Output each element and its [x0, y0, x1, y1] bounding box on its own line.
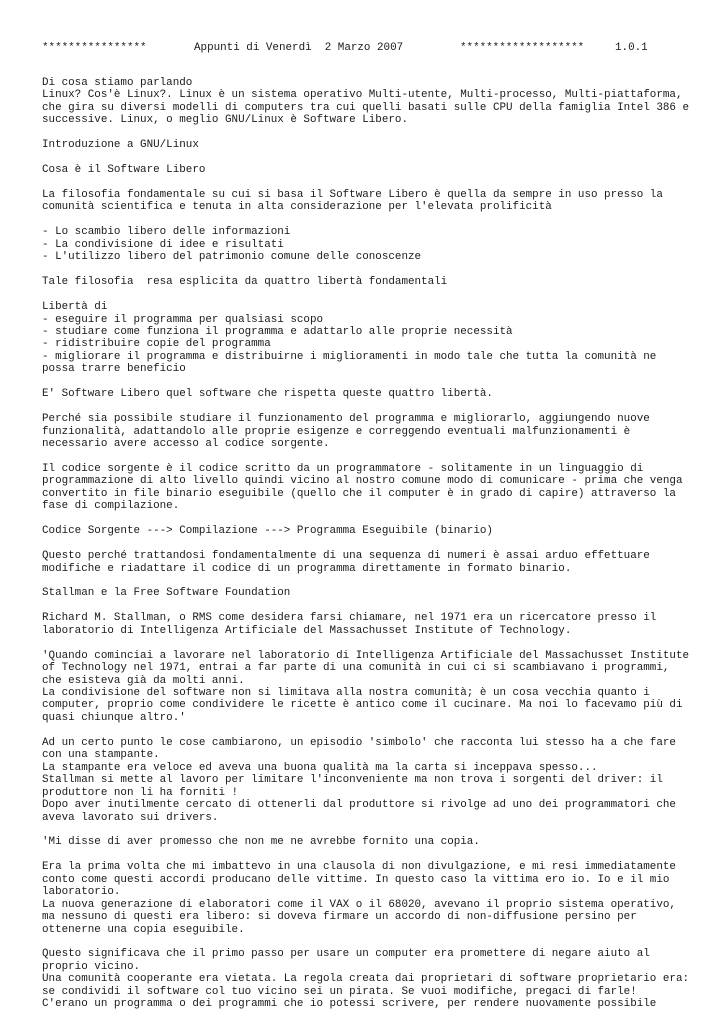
- text-line: quasi chiunque altro.': [42, 711, 186, 724]
- paragraph: [42, 525, 682, 537]
- text-line: laboratorio di Intelligenza Artificiale del Massachusset Institute of Technology.: [42, 624, 572, 637]
- header-title: Appunti di Venerdì 2 Marzo 2007: [194, 42, 404, 54]
- paragraph: [42, 413, 682, 450]
- text-line: Cosa è il Software Libero: [42, 164, 206, 177]
- text-line: programmazione di alto livello quindi vicino al nostro comune modo di comunicare - prima che venga: [42, 475, 683, 488]
- header-version: 1.0.1: [615, 42, 648, 54]
- text-line: che gira su diversi modelli di computers tra cui quelli basati sulle CPU della famiglia Intel 386 e: [42, 101, 690, 114]
- text-line: modifiche e riadattare il codice di un programma direttamente in formato binario.: [42, 562, 572, 575]
- text-line: successive. Linux, o meglio GNU/Linux è Software Libero.: [42, 114, 408, 127]
- paragraph: [42, 948, 690, 1011]
- document-body: [42, 77, 690, 1023]
- paragraph: [42, 861, 682, 936]
- text-line: - La condivisione di idee e risultati: [42, 238, 284, 251]
- text-line: laboratorio.: [42, 886, 121, 899]
- text-line: C'erano un programma o dei programmi che io potessi scrivere, per rendere nuovamente possibile: [42, 998, 657, 1011]
- text-line: - ridistribuire copie del programma: [42, 338, 271, 351]
- text-line: possa trarre beneficio: [42, 363, 186, 376]
- paragraph: [42, 649, 690, 725]
- text-line: E' Software Libero quel software che rispetta queste quattro libertà.: [42, 388, 493, 401]
- text-line: proprio vicino.: [42, 960, 141, 973]
- text-line: La nuova generazione di elaboratori come il VAX o il 68020, avevano il proprio sistema operativo,: [42, 898, 676, 911]
- text-line: La filosofia fondamentale su cui si basa il Software Libero è quella da sempre in uso presso la: [42, 189, 663, 202]
- text-line: con una stampante.: [42, 749, 160, 762]
- text-line: - Lo scambio libero delle informazioni: [42, 226, 291, 239]
- paragraph: [42, 164, 682, 176]
- text-line: - studiare come funziona il programma e adattarlo alle proprie necessità: [42, 325, 513, 338]
- text-line: Introduzione a GNU/Linux: [42, 139, 199, 152]
- paragraph: [42, 550, 682, 575]
- text-line: ottenerne una copia eseguibile.: [42, 923, 245, 936]
- text-line: - eseguire il programma per qualsiasi scopo: [42, 313, 324, 326]
- text-line: 'Quando cominciai a lavorare nel laboratorio di Intelligenza Artificiale del Massachusset Institute: [42, 649, 690, 662]
- text-line: Questo significava che il primo passo per usare un computer era promettere di negare aiuto al: [42, 948, 650, 961]
- text-line: Tale filosofia resa esplicita da quattro libertà fondamentali: [42, 276, 448, 289]
- paragraph: [42, 463, 682, 513]
- paragraph: [42, 587, 682, 599]
- text-line: Linux? Cos'è Linux?. Linux è un sistema operativo Multi-utente, Multi-processo, Multi-piattaforma,: [42, 89, 683, 102]
- text-line: Questo perché trattandosi fondamentalmente di una sequenza di numeri è assai arduo effettuare: [42, 550, 650, 563]
- header-stars-left: ****************: [42, 42, 147, 54]
- text-line: produttore non li ha forniti !: [42, 786, 239, 799]
- text-line: fase di compilazione.: [42, 500, 180, 513]
- text-line: Era la prima volta che mi imbattevo in una clausola di non divulgazione, e mi resi immediatamente: [42, 861, 676, 874]
- text-line: convertito in file binario eseguibile (quello che il computer è in grado di capire) attraverso la: [42, 487, 676, 500]
- text-line: Libertà di: [42, 301, 108, 314]
- text-line: Di cosa stiamo parlando: [42, 77, 193, 89]
- paragraph: [42, 276, 682, 288]
- text-line: che esisteva già da molti anni.: [42, 674, 245, 687]
- paragraph: [42, 737, 682, 824]
- text-line: funzionalità, adattandolo alle proprie esigenze e correggendo eventuali malfunzionamenti è: [42, 425, 631, 438]
- text-line: Il codice sorgente è il codice scritto da un programmatore - solitamente in un linguaggio di: [42, 462, 644, 475]
- text-line: ma nessuno di questi era libero: si doveva firmare un accordo di non-diffusione persino per: [42, 911, 637, 924]
- text-line: computer, proprio come condividere le ricette è antico come il cucinare. Ma noi lo facevamo più di: [42, 699, 683, 712]
- paragraph: [42, 388, 682, 400]
- text-line: - L'utilizzo libero del patrimonio comune delle conoscenze: [42, 251, 422, 264]
- page-header: [42, 41, 682, 55]
- text-line: 'Mi disse di aver promesso che non me ne avrebbe fornito una copia.: [42, 836, 480, 849]
- text-line: - migliorare il programma e distribuirne i miglioramenti in modo tale che tutta la comunità ne: [42, 350, 657, 363]
- text-line: Dopo aver inutilmente cercato di ottenerli dal produttore si rivolge ad uno dei programmatori che: [42, 799, 676, 812]
- text-line: necessario avere accesso al codice sorgente.: [42, 438, 330, 451]
- text-line: Stallman si mette al lavoro per limitare l'inconveniente ma non trova i sorgenti del driver: il: [42, 774, 663, 787]
- text-line: of Technology nel 1971, entrai a far parte di una comunità in cui ci si scambiavano i programmi,: [42, 662, 670, 675]
- text-line: comunità scientifica e tenuta in alta considerazione per l'elevata prolificità: [42, 201, 552, 214]
- paragraph: [42, 226, 682, 263]
- paragraph: [42, 189, 682, 214]
- paragraph: [42, 301, 682, 376]
- header-stars-right: *******************: [460, 42, 585, 54]
- text-line: Stallman e la Free Software Foundation: [42, 587, 291, 600]
- text-line: La stampante era veloce ed aveva una buona qualità ma la carta si inceppava spesso...: [42, 761, 598, 774]
- paragraph: [42, 139, 682, 151]
- paragraph: [42, 77, 690, 127]
- text-line: Ad un certo punto le cose cambiarono, un episodio 'simbolo' che racconta lui stesso ha a che fare: [42, 736, 676, 749]
- text-line: Una comunità cooperante era vietata. La regola creata dai proprietari di software proprietario era:: [42, 973, 690, 986]
- text-line: Codice Sorgente ---> Compilazione ---> Programma Eseguibile (binario): [42, 525, 493, 538]
- text-line: La condivisione del software non si limitava alla nostra comunità; è un cosa vecchia quanto i: [42, 686, 650, 699]
- text-line: Perché sia possibile studiare il funzionamento del programma e migliorarlo, aggiungendo nuove: [42, 413, 650, 426]
- text-line: conto come questi accordi producano delle vittime. In questo caso la vittima ero io. Io e il mio: [42, 873, 670, 886]
- text-line: se condividi il software col tuo vicino sei un pirata. Se vuoi modifiche, pregaci di farle!: [42, 985, 637, 998]
- paragraph: [42, 612, 682, 637]
- text-line: aveva lavorato sui drivers.: [42, 811, 219, 824]
- text-line: Richard M. Stallman, o RMS come desidera farsi chiamare, nel 1971 era un ricercatore presso il: [42, 612, 657, 625]
- paragraph: [42, 836, 682, 848]
